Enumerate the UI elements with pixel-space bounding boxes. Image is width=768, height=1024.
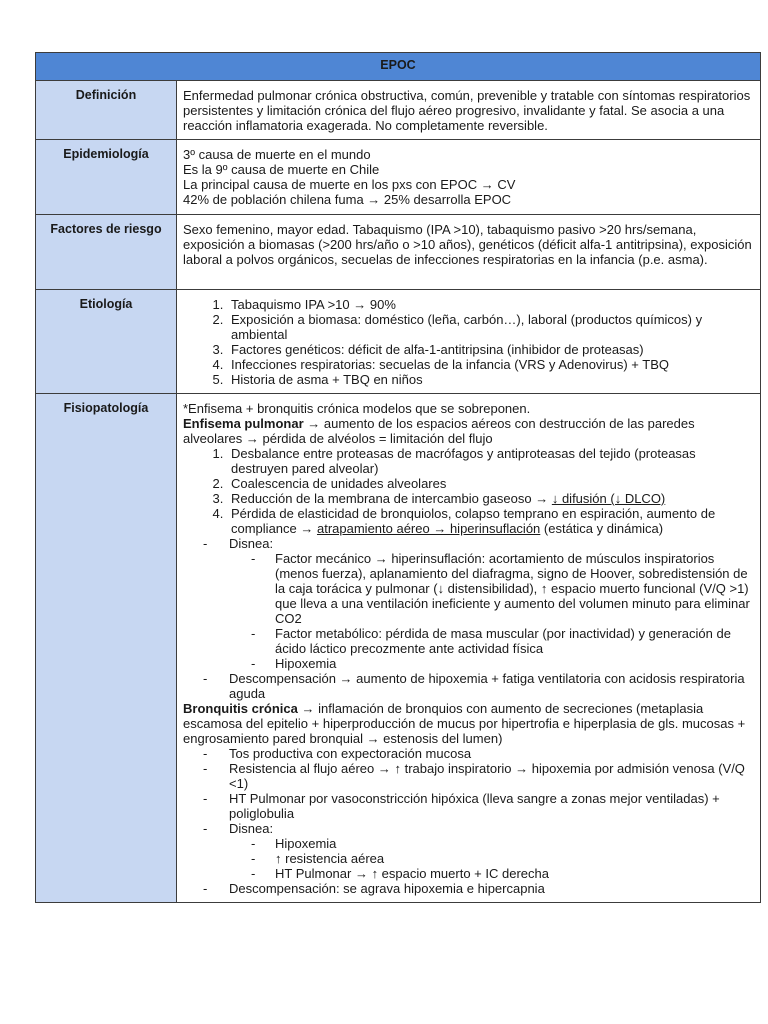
- row-etiologia: [36, 290, 761, 394]
- list-item: - HT Pulmonar → ↑ espacio muerto + IC derecha: [251, 866, 549, 881]
- list-item: - Factor mecánico → hiperinsuflación: acortamiento de músculos inspiratorios (menos fuerza), aplanamiento del diafragma, signo de Hoover, sobredistensión de la caja torácica y pulmonar (↓ distensibilidad), ↑ espacio muerto funcional (V/Q >1) que lleva a una ventilación ineficiente y aumento del volumen minuto para eliminar CO2: [251, 551, 750, 626]
- list-item: - Disnea: - Factor mecánico → hiperinsuflación: acortamiento de músculos inspiratorios (menos fuerza), aplanamiento del diafragma, signo de Hoover, sobredistensión de la caja torácica y pulmonar (↓ distensibilidad), ↑ espacio muerto funcional (V/Q >1) que lleva a una ventilación ineficiente y aumento del volumen minuto para eliminar CO2 - Factor metabólico: pérdida de masa muscular (por inactividad) y generación de ácido láctico precozmente ante actividad física - Hipoxemia: [183, 536, 754, 671]
- label-epidemiologia: Epidemiología: [36, 140, 177, 215]
- label-factores: Factores de riesgo: [36, 215, 177, 290]
- label-definicion: Definición: [36, 81, 177, 140]
- disnea-label: Disnea:: [229, 536, 274, 551]
- bronquitis-dash-list: [183, 746, 754, 896]
- epidemiologia-line: La principal causa de muerte en los pxs con EPOC → CV: [183, 177, 516, 192]
- list-item: [227, 491, 754, 506]
- list-item: 2. Exposición a biomasa: doméstico (leña, carbón…), laboral (productos químicos) y ambiental: [227, 312, 754, 342]
- list-item: 1. Tabaquismo IPA >10 → 90%: [227, 297, 754, 312]
- enfisema-dash-list: [183, 536, 754, 701]
- row-factores: [36, 215, 761, 290]
- label-etiologia: Etiología: [36, 290, 177, 394]
- list-item: - Descompensación: se agrava hipoxemia e hipercapnia: [203, 881, 545, 896]
- list-item: 1. Desbalance entre proteasas de macrófagos y antiproteasas del tejido (proteasas destruyen pared alveolar): [227, 446, 754, 476]
- bronquitis-heading: Bronquitis crónica: [183, 701, 298, 716]
- row-epidemiologia: [36, 140, 761, 215]
- list-item: - ↑ resistencia aérea: [251, 851, 385, 866]
- item-text: Pérdida de elasticidad de bronquiolos, colapso temprano en espiración, aumento de compliance →: [231, 506, 716, 536]
- list-item: - Hipoxemia: [251, 656, 337, 671]
- list-item: [227, 506, 754, 536]
- epoc-table: [35, 52, 761, 903]
- bronquitis-desc: → inflamación de bronquios con aumento de secreciones (metaplasia escamosa del epitelio + hiperproducción de mucus por hipertrofia e hiperplasia de gls. mucosas + engrosamiento pared bronquial → estenosis del lumen): [183, 701, 746, 746]
- list-item: 5. Historia de asma + TBQ en niños: [227, 372, 754, 387]
- definicion-text: Enfermedad pulmonar crónica obstructiva, común, prevenible y tratable con síntomas respiratorios persistentes y limitación crónica del flujo aéreo progresivo, invalidante y fatal. Se asocia a una reacción inflamatoria exagerada. No completamente reversible.: [183, 88, 751, 133]
- label-fisiopatologia: Fisiopatología: [36, 394, 177, 903]
- list-item: - Descompensación → aumento de hipoxemia + fatiga ventilatoria con acidosis respiratoria aguda: [203, 671, 745, 701]
- epidemiologia-line: Es la 9º causa de muerte en Chile: [183, 162, 380, 177]
- list-item: 4. Infecciones respiratorias: secuelas de la infancia (VRS y Adenovirus) + TBQ: [227, 357, 754, 372]
- enfisema-heading-line: [183, 416, 754, 446]
- list-item: - Tos productiva con expectoración mucosa: [203, 746, 472, 761]
- list-item: - Factor metabólico: pérdida de masa muscular (por inactividad) y generación de ácido láctico precozmente ante actividad física: [251, 626, 731, 656]
- etiologia-list: [183, 297, 754, 387]
- item-text: Reducción de la membrana de intercambio gaseoso →: [231, 491, 552, 506]
- enfisema-desc: → aumento de los espacios aéreos con destrucción de las paredes alveolares → pérdida de alvéolos = limitación del flujo: [183, 416, 695, 446]
- list-item: 2. Coalescencia de unidades alveolares: [227, 476, 754, 491]
- row-fisiopatologia: [36, 394, 761, 903]
- item-underlined: ↓ difusión (↓ DLCO): [551, 491, 666, 506]
- list-item: - Disnea: - Hipoxemia - ↑ resistencia aérea - HT Pulmonar → ↑ espacio muerto + IC derecha: [183, 821, 754, 881]
- enfisema-list: [183, 446, 754, 536]
- list-item: - HT Pulmonar por vasoconstricción hipóxica (lleva sangre a zonas mejor ventiladas) + poliglobulia: [203, 791, 720, 821]
- item-underlined: atrapamiento aéreo → hiperinsuflación: [316, 521, 541, 536]
- bronquitis-heading-line: [183, 701, 754, 746]
- fisio-intro: *Enfisema + bronquitis crónica modelos que se sobreponen.: [183, 401, 531, 416]
- epidemiologia-line: 42% de población chilena fuma → 25% desarrolla EPOC: [183, 192, 512, 207]
- bronquitis-disnea-list: [183, 836, 754, 881]
- item-text: (estática y dinámica): [540, 521, 664, 536]
- list-item: 3. Factores genéticos: déficit de alfa-1-antitripsina (inhibidor de proteasas): [227, 342, 754, 357]
- disnea-label: Disnea:: [229, 821, 274, 836]
- list-item: - Hipoxemia: [251, 836, 337, 851]
- row-definicion: [36, 81, 761, 140]
- table-title: EPOC: [36, 53, 761, 81]
- enfisema-disnea-list: [183, 551, 754, 671]
- epidemiologia-line: 3º causa de muerte en el mundo: [183, 147, 371, 162]
- enfisema-heading: Enfisema pulmonar: [183, 416, 304, 431]
- factores-text: Sexo femenino, mayor edad. Tabaquismo (IPA >10), tabaquismo pasivo >20 hrs/semana, exposición a biomasas (>200 hrs/año o >10 años), genéticos (déficit alfa-1 antitripsina), exposición laboral a polvos orgánicos, secuelas de infecciones respiratorias en la infancia (p.e. asma).: [183, 222, 752, 267]
- list-item: - Resistencia al flujo aéreo → ↑ trabajo inspiratorio → hipoxemia por admisión venosa (V/Q <1): [203, 761, 745, 791]
